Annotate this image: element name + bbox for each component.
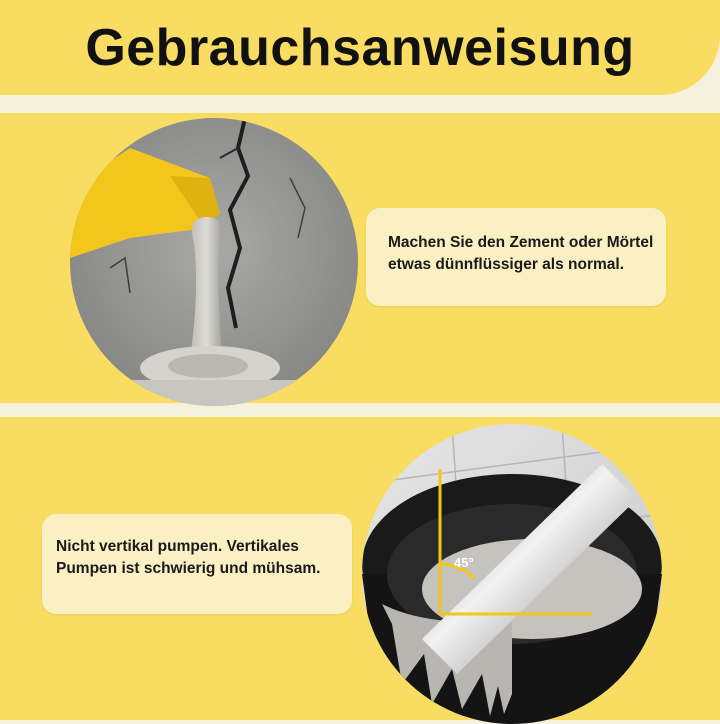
bucket-pump-image xyxy=(362,424,662,724)
angle-label: 45° xyxy=(454,555,474,570)
header-banner xyxy=(0,0,720,95)
step2-text: Nicht vertikal pumpen. Vertikales Pumpen ist schwierig und mühsam. xyxy=(56,538,321,577)
page-title: Gebrauchsanweisung xyxy=(85,18,635,77)
pouring-cement-image xyxy=(70,118,358,406)
step2-note xyxy=(42,514,352,614)
bucket-pump-angle-icon xyxy=(362,424,662,724)
step1-text: Machen Sie den Zement oder Mörtel etwas dünnflüssiger als normal. xyxy=(388,234,654,273)
step1-note xyxy=(366,208,666,306)
pouring-cement-icon xyxy=(70,118,358,406)
